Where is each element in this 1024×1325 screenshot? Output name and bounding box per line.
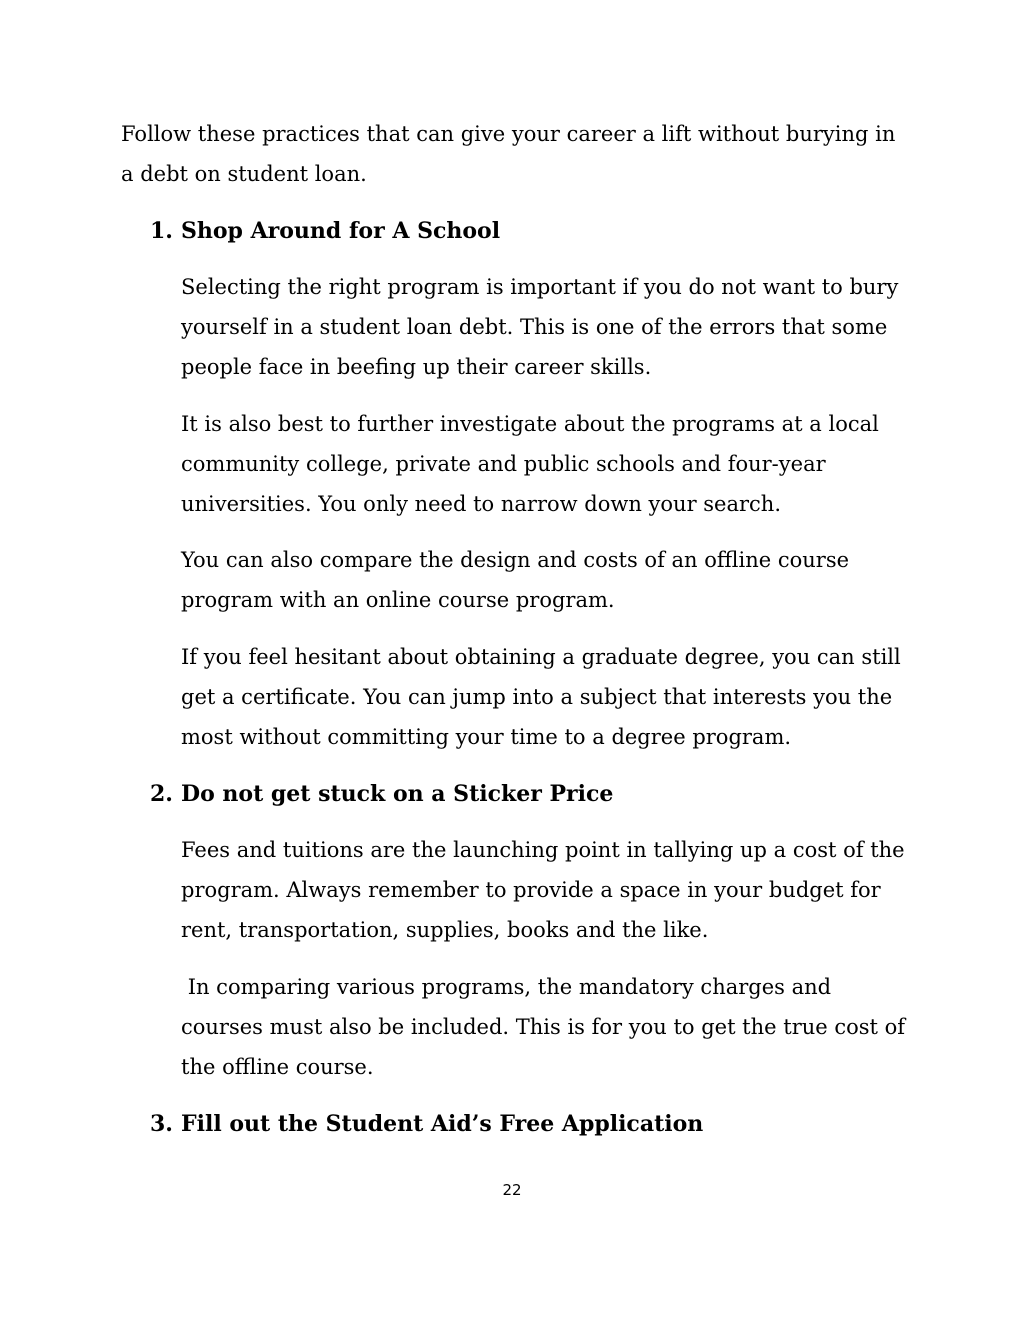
body-paragraph: In comparing various programs, the mandatory charges and courses must also be included. This is for you to get the true cost of the offline course. (181, 975, 912, 1079)
section-title: Shop Around for A School (181, 218, 501, 244)
section-number: 3. (150, 1111, 173, 1137)
section-number: 1. (150, 218, 173, 244)
body-paragraph: You can also compare the design and costs of an offline course program with an online course program. (181, 548, 850, 612)
page-number: 22 (502, 1181, 522, 1199)
section-number: 2. (150, 781, 173, 807)
body-paragraph: It is also best to further investigate about the programs at a local community college, private and public schools and four-year universities. You only need to narrow down your search. (181, 412, 879, 516)
body-paragraph: Fees and tuitions are the launching point in tallying up a cost of the program. Always remember to provide a space in your budget for rent, transportation, supplies, books and the like. (181, 838, 905, 942)
section-title: Fill out the Student Aid’s Free Application (181, 1111, 704, 1137)
section-heading-1 (150, 216, 910, 246)
section-title: Do not get stuck on a Sticker Price (181, 781, 614, 807)
section-heading-3 (150, 1109, 910, 1139)
intro-paragraph: Follow these practices that can give your career a lift without burying in a debt on student loan. (121, 122, 896, 186)
body-paragraph: Selecting the right program is important if you do not want to bury yourself in a student loan debt. This is one of the errors that some people face in beefing up their career skills. (181, 275, 899, 379)
body-paragraph: If you feel hesitant about obtaining a graduate degree, you can still get a certificate. You can jump into a subject that interests you the most without committing your time to a degree program. (181, 645, 901, 749)
section-heading-2 (150, 779, 910, 809)
